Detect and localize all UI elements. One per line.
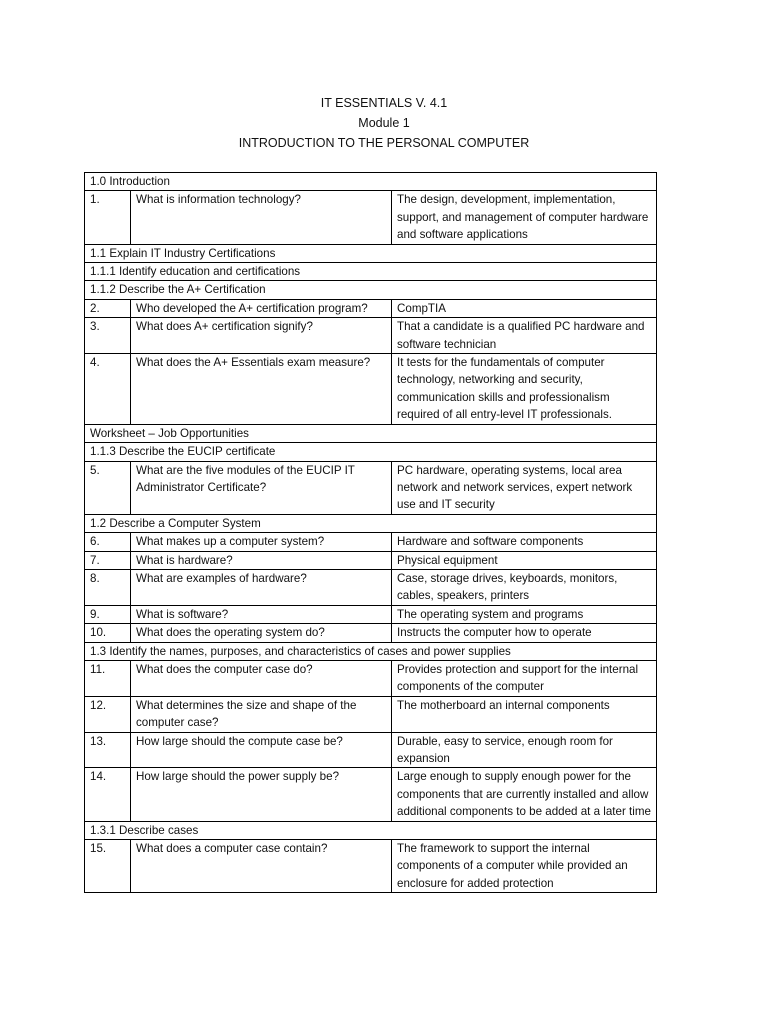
- question-number: 6.: [85, 533, 131, 551]
- module-title: INTRODUCTION TO THE PERSONAL COMPUTER: [238, 136, 530, 150]
- section-heading: 1.1.2 Describe the A+ Certification: [85, 281, 657, 299]
- section-heading: 1.2 Describe a Computer System: [85, 514, 657, 532]
- answer-text: The framework to support the internal components of a computer while provided an enclosure for added protection: [392, 840, 657, 893]
- question-text: What is hardware?: [131, 551, 392, 569]
- question-number: 13.: [85, 732, 131, 768]
- question-number: 9.: [85, 605, 131, 623]
- section-heading: 1.1.3 Describe the EUCIP certificate: [85, 443, 657, 461]
- question-row: [85, 354, 657, 425]
- question-text: What makes up a computer system?: [131, 533, 392, 551]
- answer-text: The operating system and programs: [392, 605, 657, 623]
- question-number: 10.: [85, 624, 131, 642]
- question-text: What are the five modules of the EUCIP IT Administrator Certificate?: [131, 461, 392, 514]
- question-text: What determines the size and shape of the computer case?: [131, 696, 392, 732]
- question-text: Who developed the A+ certification program?: [131, 299, 392, 317]
- section-row: [85, 263, 657, 281]
- question-row: [85, 660, 657, 696]
- question-row: [85, 624, 657, 642]
- answer-text: PC hardware, operating systems, local area network and network services, expert network use and IT security: [392, 461, 657, 514]
- answer-text: Durable, easy to service, enough room for expansion: [392, 732, 657, 768]
- section-heading: 1.0 Introduction: [85, 173, 657, 191]
- question-number: 8.: [85, 569, 131, 605]
- section-heading: Worksheet – Job Opportunities: [85, 424, 657, 442]
- answer-text: Provides protection and support for the internal components of the computer: [392, 660, 657, 696]
- section-row: [85, 281, 657, 299]
- section-heading: 1.1 Explain IT Industry Certifications: [85, 244, 657, 262]
- section-row: [85, 443, 657, 461]
- question-text: What does the operating system do?: [131, 624, 392, 642]
- question-number: 5.: [85, 461, 131, 514]
- question-number: 7.: [85, 551, 131, 569]
- answer-text: CompTIA: [392, 299, 657, 317]
- question-row: [85, 533, 657, 551]
- question-text: What is information technology?: [131, 191, 392, 244]
- answer-text: Instructs the computer how to operate: [392, 624, 657, 642]
- section-row: [85, 514, 657, 532]
- question-row: [85, 768, 657, 821]
- answer-text: Case, storage drives, keyboards, monitors, cables, speakers, printers: [392, 569, 657, 605]
- section-heading: 1.3.1 Describe cases: [85, 821, 657, 839]
- answer-text: The design, development, implementation, support, and management of computer hardware and software applications: [392, 191, 657, 244]
- question-text: What does a computer case contain?: [131, 840, 392, 893]
- section-heading: 1.1.1 Identify education and certifications: [85, 263, 657, 281]
- section-row: [85, 424, 657, 442]
- answer-text: Physical equipment: [392, 551, 657, 569]
- question-row: [85, 461, 657, 514]
- answer-text: That a candidate is a qualified PC hardware and software technician: [392, 318, 657, 354]
- question-text: What is software?: [131, 605, 392, 623]
- question-text: What does the A+ Essentials exam measure?: [131, 354, 392, 425]
- question-number: 11.: [85, 660, 131, 696]
- answer-text: Large enough to supply enough power for the components that are currently installed and allow additional components to be added at a later time: [392, 768, 657, 821]
- question-row: [85, 605, 657, 623]
- question-row: [85, 551, 657, 569]
- question-text: What does the computer case do?: [131, 660, 392, 696]
- question-row: [85, 318, 657, 354]
- question-row: [85, 840, 657, 893]
- question-number: 3.: [85, 318, 131, 354]
- document-header: [0, 93, 768, 153]
- question-number: 12.: [85, 696, 131, 732]
- question-text: How large should the power supply be?: [131, 768, 392, 821]
- question-text: What are examples of hardware?: [131, 569, 392, 605]
- question-number: 15.: [85, 840, 131, 893]
- answer-text: The motherboard an internal components: [392, 696, 657, 732]
- question-row: [85, 696, 657, 732]
- section-row: [85, 642, 657, 660]
- question-number: 2.: [85, 299, 131, 317]
- section-row: [85, 173, 657, 191]
- document-title: IT ESSENTIALS V. 4.1: [320, 96, 448, 110]
- question-row: [85, 732, 657, 768]
- questions-table: [84, 172, 657, 893]
- question-row: [85, 299, 657, 317]
- section-row: [85, 821, 657, 839]
- section-heading: 1.3 Identify the names, purposes, and characteristics of cases and power supplies: [85, 642, 657, 660]
- module-label: Module 1: [358, 116, 410, 130]
- answer-text: It tests for the fundamentals of computer technology, networking and security, communication skills and professionalism required of all entry-level IT professionals.: [392, 354, 657, 425]
- section-row: [85, 244, 657, 262]
- question-number: 14.: [85, 768, 131, 821]
- question-text: How large should the compute case be?: [131, 732, 392, 768]
- question-number: 4.: [85, 354, 131, 425]
- question-row: [85, 569, 657, 605]
- question-row: [85, 191, 657, 244]
- question-text: What does A+ certification signify?: [131, 318, 392, 354]
- answer-text: Hardware and software components: [392, 533, 657, 551]
- questions-table-body: [85, 173, 657, 893]
- question-number: 1.: [85, 191, 131, 244]
